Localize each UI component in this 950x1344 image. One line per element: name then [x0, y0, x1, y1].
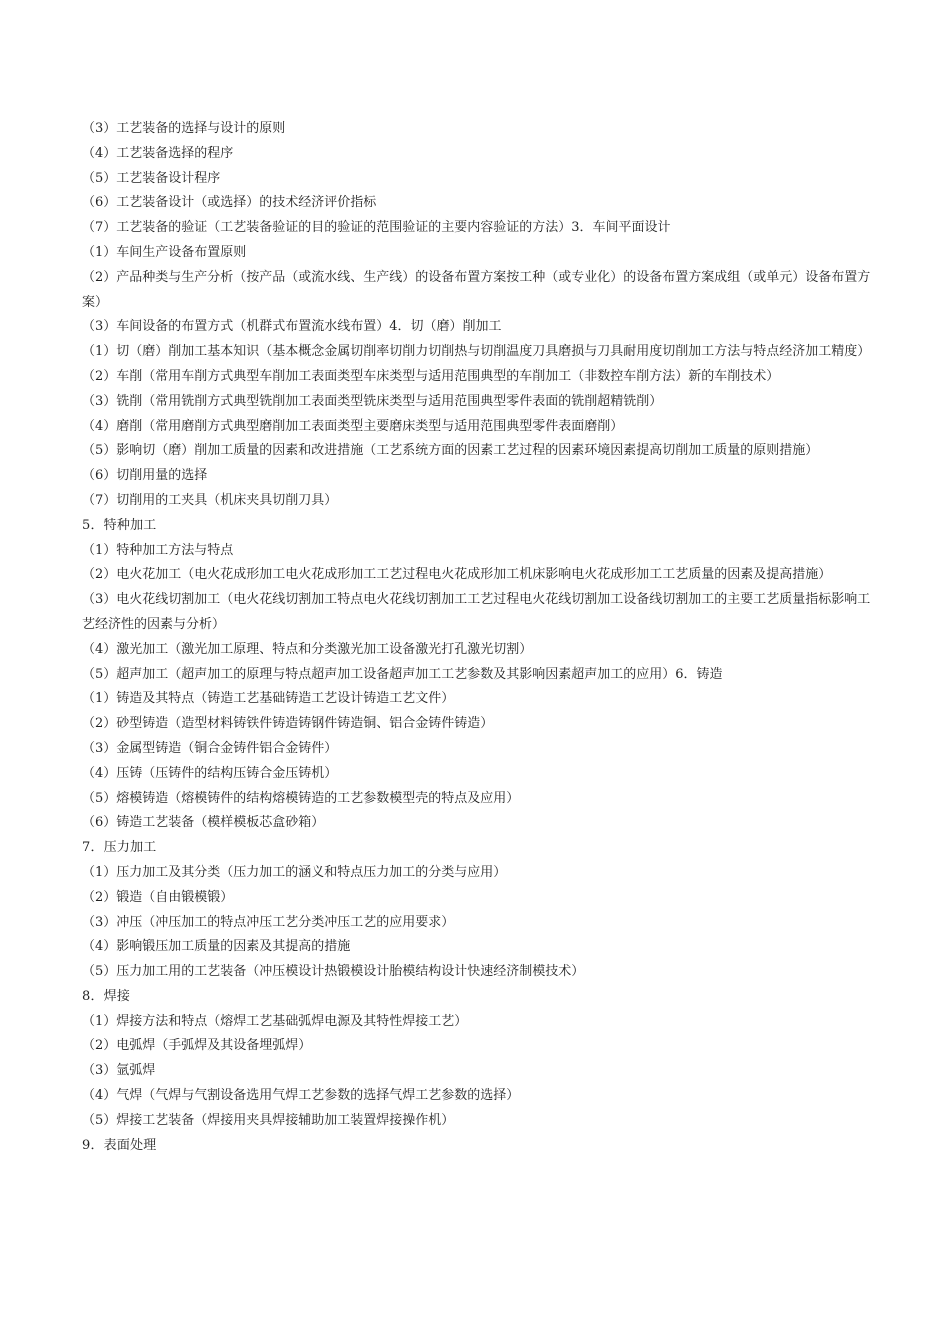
- text-line: （3）冲压（冲压加工的特点冲压工艺分类冲压工艺的应用要求）: [82, 914, 455, 930]
- text-line: （2）产品种类与生产分析（按产品（或流水线、生产线）的设备布置方案按工种（或专业化）的设备布置方案成组（或单元）设备布置方案）: [82, 269, 871, 310]
- text-line: （3）工艺装备的选择与设计的原则: [82, 121, 286, 136]
- text-line: （4）工艺装备选择的程序: [82, 145, 234, 161]
- text-line: （5）熔模铸造（熔模铸件的结构熔模铸造的工艺参数模型壳的特点及应用）: [82, 790, 520, 806]
- text-line: （5）压力加工用的工艺装备（冲压模设计热锻模设计胎模结构设计快速经济制模技术）: [82, 964, 585, 980]
- text-line: （4）激光加工（激光加工原理、特点和分类激光加工设备激光打孔激光切割）: [82, 641, 533, 657]
- text-line: （6）切削用量的选择: [82, 468, 208, 484]
- text-line: （7）工艺装备的验证（工艺装备验证的目的验证的范围验证的主要内容验证的方法）3．车间平面设计: [82, 220, 671, 236]
- section-heading: 8．焊接: [82, 988, 131, 1004]
- text-line: （5）焊接工艺装备（焊接用夹具焊接辅助加工装置焊接操作机）: [82, 1112, 455, 1128]
- text-line: （3）铣削（常用铣削方式典型铣削加工表面类型铣床类型与适用范围典型零件表面的铣削超精铣削）: [82, 393, 663, 409]
- text-line: （4）气焊（气焊与气割设备选用气焊工艺参数的选择气焊工艺参数的选择）: [82, 1088, 520, 1104]
- text-line: （1）压力加工及其分类（压力加工的涵义和特点压力加工的分类与应用）: [82, 864, 507, 880]
- text-line: （3）车间设备的布置方式（机群式布置流水线布置）4．切（磨）削加工: [82, 319, 502, 335]
- text-line: （5）影响切（磨）削加工质量的因素和改进措施（工艺系统方面的因素工艺过程的因素环境因素提高切削加工质量的原则措施）: [82, 443, 819, 459]
- text-line: （3）电火花线切割加工（电火花线切割加工特点电火花线切割加工工艺过程电火花线切割加工设备线切割加工的主要工艺质量指标影响工艺经济性的因素与分析）: [82, 592, 871, 632]
- section-heading: 9．表面处理: [82, 1137, 157, 1153]
- text-line: （4）影响锻压加工质量的因素及其提高的措施: [82, 939, 351, 955]
- text-line: （2）电弧焊（手弧焊及其设备埋弧焊）: [82, 1038, 312, 1054]
- text-line: （1）焊接方法和特点（熔焊工艺基础弧焊电源及其特性焊接工艺）: [82, 1013, 468, 1029]
- text-line: （3）氩弧焊: [82, 1063, 156, 1079]
- text-line: （1）铸造及其特点（铸造工艺基础铸造工艺设计铸造工艺文件）: [82, 691, 455, 707]
- text-line: （6）铸造工艺装备（模样模板芯盒砂箱）: [82, 815, 325, 831]
- text-line: （1）切（磨）削加工基本知识（基本概念金属切削率切削力切削热与切削温度刀具磨损与刀具耐用度切削加工方法与特点经济加工精度）: [82, 344, 871, 360]
- text-line: （3）金属型铸造（铜合金铸件铝合金铸件）: [82, 740, 338, 756]
- section-heading: 5．特种加工: [82, 517, 157, 533]
- text-line: （6）工艺装备设计（或选择）的技术经济评价指标: [82, 195, 377, 211]
- text-line: （2）电火花加工（电火花成形加工电火花成形加工工艺过程电火花成形加工机床影响电火花成形加工工艺质量的因素及提高措施）: [82, 567, 832, 583]
- text-line: （7）切削用的工夹具（机床夹具切削刀具）: [82, 492, 338, 508]
- text-line: （5）超声加工（超声加工的原理与特点超声加工设备超声加工工艺参数及其影响因素超声加工的应用）6．铸造: [82, 666, 723, 682]
- text-line: （2）砂型铸造（造型材料铸铁件铸造铸钢件铸造铜、铝合金铸件铸造）: [82, 716, 494, 732]
- text-line: （5）工艺装备设计程序: [82, 170, 221, 186]
- text-line: （1）车间生产设备布置原则: [82, 244, 247, 260]
- text-line: （1）特种加工方法与特点: [82, 542, 234, 558]
- text-line: （2）锻造（自由锻模锻）: [82, 889, 234, 905]
- section-heading: 7．压力加工: [82, 840, 157, 856]
- text-line: （4）磨削（常用磨削方式典型磨削加工表面类型主要磨床类型与适用范围典型零件表面磨削）: [82, 418, 624, 434]
- text-line: （4）压铸（压铸件的结构压铸合金压铸机）: [82, 765, 338, 781]
- text-line: （2）车削（常用车削方式典型车削加工表面类型车床类型与适用范围典型的车削加工（非数控车削方法）新的车削技术）: [82, 368, 780, 384]
- document-page: [82, 117, 872, 1158]
